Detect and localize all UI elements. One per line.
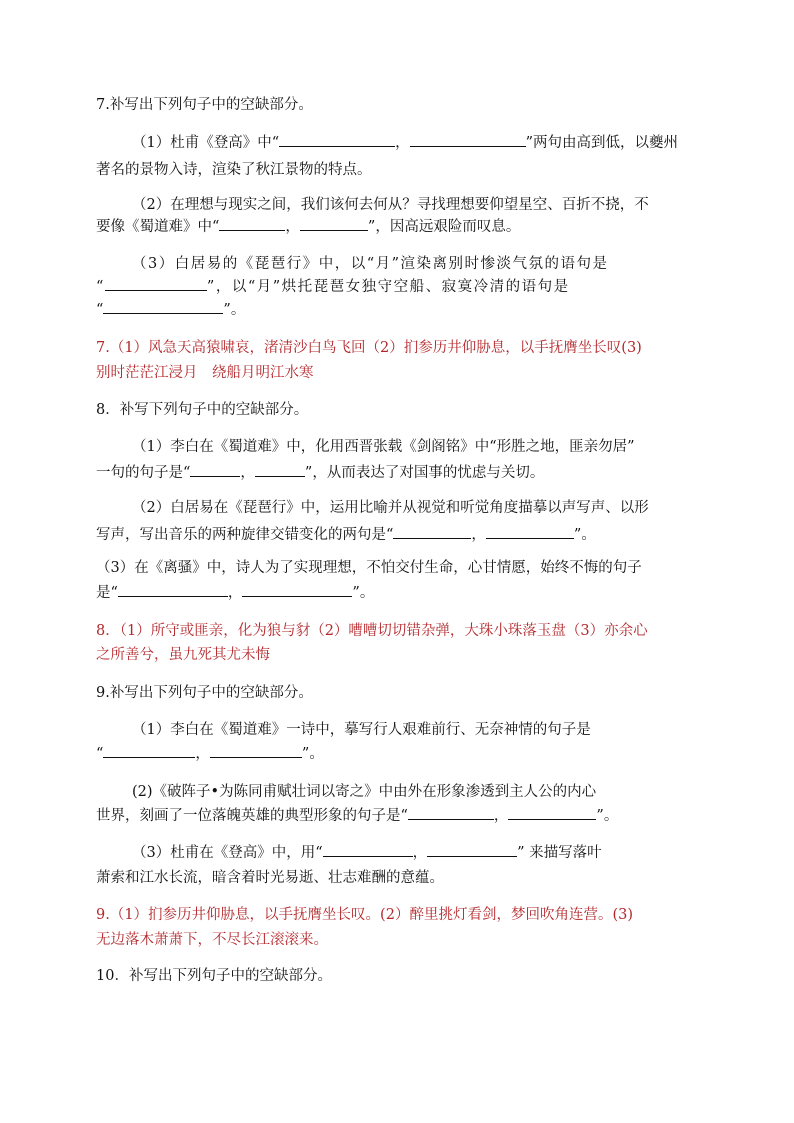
answer-blank[interactable] [118, 580, 228, 597]
answer-blank[interactable] [242, 580, 352, 597]
q9-item-2-line-2: 世界，刻画了一位落魄英雄的典型形象的句子是“ ， ”。 [96, 803, 700, 830]
q9-item-1-line-2: “ ， ”。 [96, 741, 700, 768]
q7-answer-line-2: 别时茫茫江浸月 绕船月明江水寒 [96, 365, 314, 381]
q7-title: 7.补写出下列句子中的空缺部分。 [96, 97, 313, 113]
q8-answer-line-2: 之所善兮，虽九死其尤未悔 [96, 647, 270, 663]
answer-blank[interactable] [219, 214, 285, 231]
q9-answer-line-1: 9.（1）扪参历井仰胁息，以手抚膺坐长叹。(2）醉里挑灯看剑，梦回吹角连营。(3) [96, 907, 633, 923]
q7-item-1-line-1: （1）杜甫《登高》中“ ， ”两句由高到低，以夔州 [96, 130, 700, 157]
q8-item-3-line-2: 是“ ， ”。 [96, 580, 700, 607]
q7-item-2-line-1: （2）在理想与现实之间，我们该何去何从？寻找理想要仰望星空、百折不挠，不 [132, 197, 649, 213]
q7-item-3-line-2: “ ”，以“月”烘托琵琶女独守空船、寂寞冷清的语句是 [96, 274, 700, 301]
q9-item-2-line-1: (2)《破阵子•为陈同甫赋壮词以寄之》中由外在形象渗透到主人公的内心 [132, 784, 597, 800]
answer-blank[interactable] [255, 460, 305, 477]
q8-item-3-line-1: （3）在《离骚》中，诗人为了实现理想，不怕交付生命，心甘情愿，始终不悔的句子 [96, 560, 642, 576]
answer-blank[interactable] [323, 840, 413, 857]
q8-answer-line-1: 8．（1）所守或匪亲，化为狼与豺（2）嘈嘈切切错杂弹，大珠小珠落玉盘（3）亦余心 [96, 623, 648, 639]
answer-blank[interactable] [103, 741, 195, 758]
answer-blank[interactable] [508, 803, 596, 820]
q8-item-1-line-1: （1）李白在《蜀道难》中，化用西晋张载《剑阁铭》中“形胜之地，匪亲勿居” [132, 439, 635, 455]
q8-item-2-line-2: 写声，写出音乐的两种旋律交错变化的两句是“ ， ”。 [96, 522, 700, 549]
answer-blank[interactable] [393, 522, 471, 539]
q8-item-2-line-1: （2）白居易在《琵琶行》中，运用比喻并从视觉和听觉角度描摹以声写声、以形 [132, 500, 649, 516]
q9-title: 9.补写出下列句子中的空缺部分。 [96, 685, 313, 701]
q10-title: 10．补写出下列句子中的空缺部分。 [96, 968, 332, 984]
q9-item-3-line-1: （3）杜甫在《登高》中，用“ ， ” 来描写落叶 [96, 840, 700, 867]
q9-answer-line-2: 无边落木萧萧下，不尽长江滚滚来。 [96, 932, 328, 948]
q7-item-3-line-3: “ ”。 [96, 297, 700, 324]
q9-item-3-line-2: 萧索和江水长流，暗含着时光易逝、壮志难酬的意蕴。 [96, 870, 444, 886]
answer-blank[interactable] [486, 522, 574, 539]
answer-blank[interactable] [300, 214, 368, 231]
answer-blank[interactable] [210, 741, 302, 758]
answer-blank[interactable] [408, 803, 494, 820]
answer-blank[interactable] [105, 274, 207, 291]
q8-item-1-line-2: 一句的句子是“ ， ”，从而表达了对国事的忧虑与关切。 [96, 460, 700, 487]
q7-item-3-line-1: （3）白居易的《琵琶行》中，以“月”渲染离别时惨淡气氛的语句是 [132, 256, 609, 272]
q7-answer-line-1: 7.（1）风急天高猿啸哀，渚清沙白鸟飞回（2）扪参历井仰胁息，以手抚膺坐长叹(3) [96, 340, 642, 356]
answer-blank[interactable] [410, 130, 526, 147]
q8-title: 8．补写下列句子中的空缺部分。 [96, 402, 309, 418]
answer-blank[interactable] [427, 840, 517, 857]
q9-item-1-line-1: （1）李白在《蜀道难》一诗中，摹写行人艰难前行、无奈神情的句子是 [132, 722, 591, 738]
q7-item-2-line-2: 要像《蜀道难》中“ ， ”，因高远艰险而叹息。 [96, 214, 700, 241]
answer-blank[interactable] [103, 297, 223, 314]
q7-item-1-line-2: 著名的景物入诗，渲染了秋江景物的特点。 [96, 162, 372, 178]
answer-blank[interactable] [190, 460, 240, 477]
answer-blank[interactable] [279, 130, 395, 147]
